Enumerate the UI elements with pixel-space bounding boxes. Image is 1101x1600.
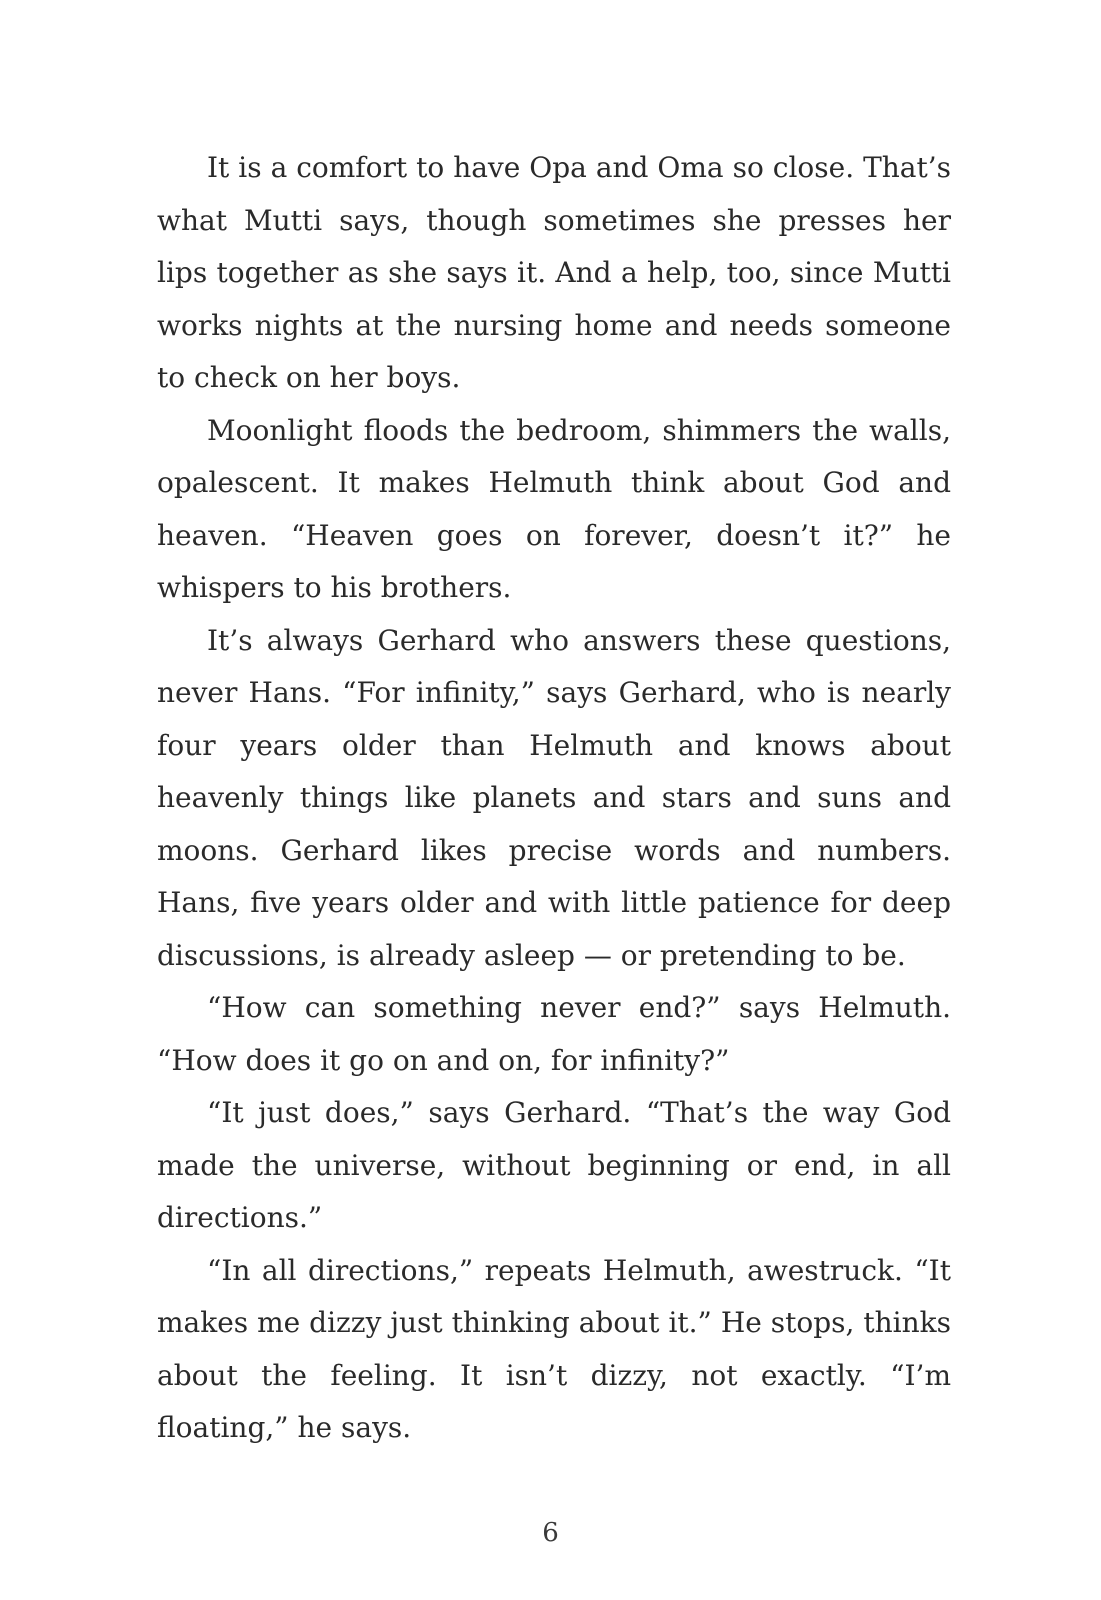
page-number: 6 bbox=[542, 1518, 559, 1548]
paragraph-1: It is a comfort to have Opa and Oma so close. That’s what Mutti says, though sometimes she presses her lips together as she says it. And a help, too, since Mutti works nights at the nursing home and needs someone to check on her boys. bbox=[157, 151, 951, 394]
paragraph-6: “In all directions,” repeats Helmuth, awestruck. “It makes me dizzy just thinking about it.” He stops, thinks about the feeling. It isn’t dizzy, not exactly. “I’m floating,” he says. bbox=[157, 1253, 951, 1444]
paragraph-2: Moonlight floods the bedroom, shimmers the walls, opalescent. It makes Helmuth think about God and heaven. “Heaven goes on forever, doesn’t it?” he whispers to his brothers. bbox=[157, 413, 951, 604]
paragraph-5: “It just does,” says Gerhard. “That’s the way God made the universe, without beginning or end, in all directions.” bbox=[157, 1096, 951, 1234]
paragraph-3: It’s always Gerhard who answers these questions, never Hans. “For infinity,” says Gerhard, who is nearly four years older than Helmuth and knows about heavenly things like planets and stars and suns and moons. Gerhard likes precise words and numbers. Hans, five years older and with little patience for deep discussions, is already asleep — or pretending to be. bbox=[157, 623, 951, 972]
body-text bbox=[157, 142, 951, 1455]
paragraph-4: “How can something never end?” says Helmuth. “How does it go on and on, for infinity?” bbox=[157, 991, 951, 1077]
